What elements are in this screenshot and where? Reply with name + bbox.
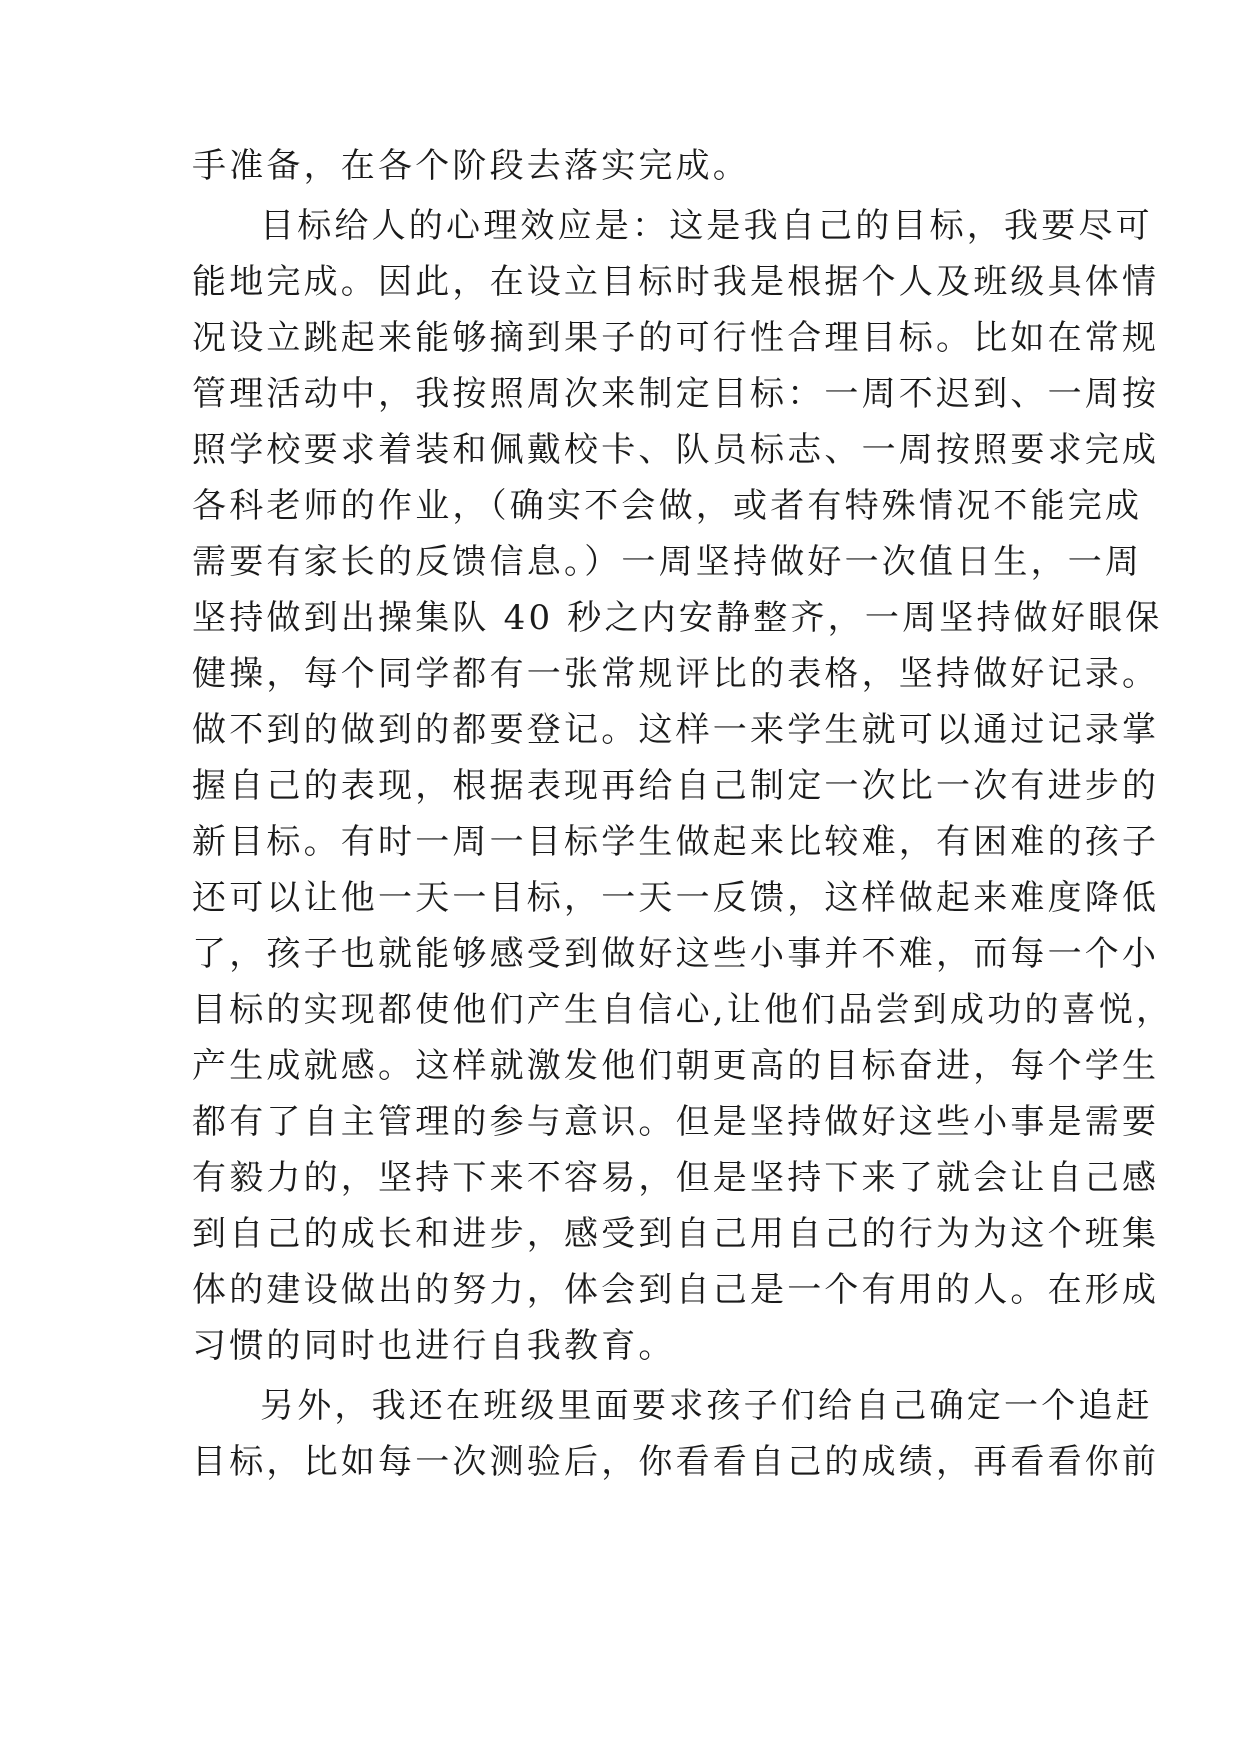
text-line: 照学校要求着装和佩戴校卡、队员标志、一周按照要求完成: [192, 430, 1160, 470]
text-line: 还可以让他一天一目标，一天一反馈，这样做起来难度降低: [192, 878, 1160, 918]
text-line: 了，孩子也就能够感受到做好这些小事并不难，而每一个小: [192, 934, 1160, 974]
text-line: 有毅力的，坚持下来不容易，但是坚持下来了就会让自己感: [192, 1158, 1160, 1198]
text-line: 管理活动中，我按照周次来制定目标：一周不迟到、一周按: [192, 374, 1160, 414]
paragraph-start-line: 目标给人的心理效应是：这是我自己的目标，我要尽可: [260, 206, 1153, 246]
text-line: 都有了自主管理的参与意识。但是坚持做好这些小事是需要: [192, 1102, 1160, 1142]
text-line: 需要有家长的反馈信息。）一周坚持做好一次值日生，一周: [192, 542, 1143, 582]
text-line: 做不到的做到的都要登记。这样一来学生就可以通过记录掌: [192, 710, 1160, 750]
text-line: 坚持做到出操集队 40 秒之内安静整齐，一周坚持做好眼保: [192, 598, 1163, 638]
paragraph-start-line: 另外，我还在班级里面要求孩子们给自己确定一个追赶: [260, 1386, 1153, 1426]
text-line: 习惯的同时也进行自我教育。: [192, 1326, 676, 1366]
text-line: 目标，比如每一次测验后，你看看自己的成绩，再看看你前: [192, 1442, 1160, 1482]
text-line: 手准备，在各个阶段去落实完成。: [192, 146, 750, 186]
text-line: 体的建设做出的努力，体会到自己是一个有用的人。在形成: [192, 1270, 1160, 1310]
text-line: 产生成就感。这样就激发他们朝更高的目标奋进，每个学生: [192, 1046, 1160, 1086]
text-line: 健操，每个同学都有一张常规评比的表格，坚持做好记录。: [192, 654, 1160, 694]
text-line: 各科老师的作业，（确实不会做，或者有特殊情况不能完成: [192, 486, 1143, 526]
text-line: 能地完成。因此，在设立目标时我是根据个人及班级具体情: [192, 262, 1160, 302]
text-line: 握自己的表现，根据表现再给自己制定一次比一次有进步的: [192, 766, 1160, 806]
text-line: 目标的实现都使他们产生自信心,让他们品尝到成功的喜悦，: [192, 990, 1174, 1030]
text-line: 新目标。有时一周一目标学生做起来比较难，有困难的孩子: [192, 822, 1160, 862]
text-line: 况设立跳起来能够摘到果子的可行性合理目标。比如在常规: [192, 318, 1160, 358]
text-line: 到自己的成长和进步，感受到自己用自己的行为为这个班集: [192, 1214, 1160, 1254]
